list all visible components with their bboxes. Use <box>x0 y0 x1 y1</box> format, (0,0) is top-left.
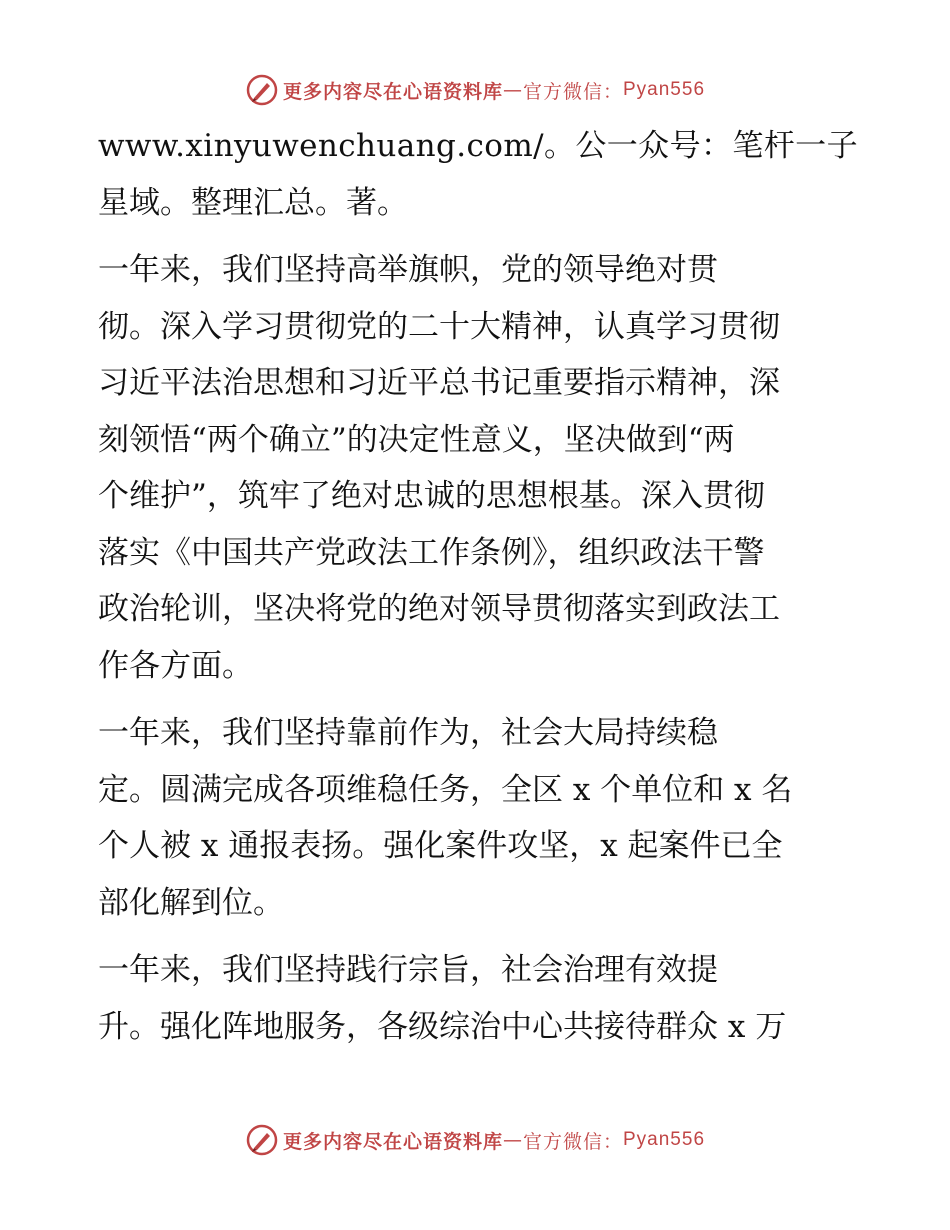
text-line: 星域。整理汇总。著。 <box>98 184 408 221</box>
banner-separator: — <box>502 1129 523 1151</box>
banner-wechat-id: Pyan556 <box>623 1129 706 1150</box>
banner-title: 更多内容尽在心语资料库 <box>282 80 503 103</box>
banner-wechat-label: 官方微信： <box>522 80 623 103</box>
document-body <box>98 118 858 1066</box>
banner-wechat-id: Pyan556 <box>623 79 706 100</box>
text-line: www.xinyuwenchuang.com/。公一众号：笔杆一子 <box>98 128 858 164</box>
paragraph <box>98 942 858 1055</box>
banner-wechat-label: 官方微信： <box>522 1130 623 1153</box>
text-line: 落实《中国共产党政法工作条例》，组织政法干警 <box>98 534 765 571</box>
text-line: 个维护”，筑牢了绝对忠诚的思想根基。深入贯彻 <box>98 478 765 514</box>
paragraph <box>98 118 858 231</box>
text-line: 定。圆满完成各项维稳任务，全区 x 个单位和 x 名 <box>98 771 793 808</box>
text-line: 一年来，我们坚持践行宗旨，社会治理有效提 <box>98 952 718 988</box>
paragraph <box>98 242 858 694</box>
text-line: 彻。深入学习贯彻党的二十大精神，认真学习贯彻 <box>98 308 780 345</box>
banner-title: 更多内容尽在心语资料库 <box>282 1130 503 1153</box>
paragraph <box>98 705 858 931</box>
text-line: 个人被 x 通报表扬。强化案件攻坚，x 起案件已全 <box>98 828 783 864</box>
footer-banner <box>0 1118 950 1162</box>
text-line: 一年来，我们坚持靠前作为，社会大局持续稳 <box>98 715 718 751</box>
text-line: 作各方面。 <box>98 647 253 684</box>
text-line: 刻领悟“两个确立”的决定性意义，坚决做到“两 <box>98 421 735 458</box>
banner-separator: — <box>502 79 523 101</box>
text-line: 部化解到位。 <box>98 884 284 921</box>
pen-logo-icon <box>245 1123 279 1157</box>
header-banner <box>0 68 950 112</box>
text-line: 政治轮训，坚决将党的绝对领导贯彻落实到政法工 <box>98 591 780 627</box>
text-line: 一年来，我们坚持高举旗帜，党的领导绝对贯 <box>98 252 718 288</box>
text-line: 习近平法治思想和习近平总书记重要指示精神，深 <box>98 365 780 401</box>
text-line: 升。强化阵地服务，各级综治中心共接待群众 x 万 <box>98 1008 787 1045</box>
pen-logo-icon <box>245 73 279 107</box>
